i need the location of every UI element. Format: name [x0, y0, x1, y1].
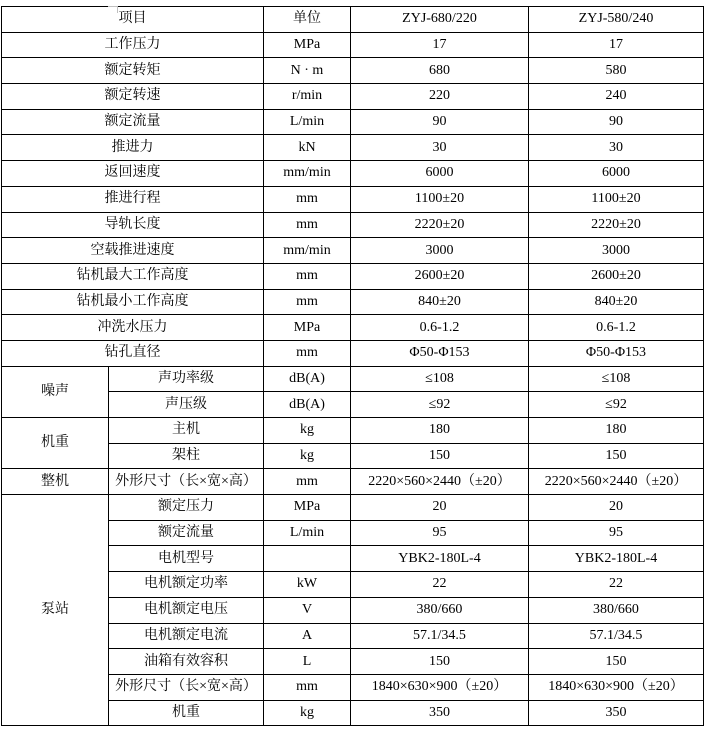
spec-unit-cell: mm/min: [264, 238, 351, 264]
spec-value-cell: 30: [529, 135, 704, 161]
spec-value-cell: 840±20: [351, 289, 529, 315]
col-header-unit: 单位: [264, 7, 351, 33]
spec-value-cell: 150: [351, 649, 529, 675]
spec-unit-cell: V: [264, 597, 351, 623]
spec-unit-cell: kg: [264, 443, 351, 469]
spec-value-cell: 1100±20: [351, 186, 529, 212]
spec-item-cell: 外形尺寸（长×宽×高）: [109, 674, 264, 700]
group-label-cell: 噪声: [2, 366, 109, 417]
spec-unit-cell: kg: [264, 418, 351, 444]
spec-value-cell: 20: [529, 495, 704, 521]
spec-item-cell: 推进行程: [2, 186, 264, 212]
spec-unit-cell: mm: [264, 289, 351, 315]
spec-item-cell: 电机额定电流: [109, 623, 264, 649]
table-row: [2, 495, 704, 521]
spec-value-cell: 2600±20: [351, 263, 529, 289]
spec-value-cell: 2600±20: [529, 263, 704, 289]
col-header-item: 项目: [2, 7, 264, 33]
spec-value-cell: 350: [529, 700, 704, 726]
spec-value-cell: 580: [529, 58, 704, 84]
spec-value-cell: 6000: [351, 161, 529, 187]
spec-unit-cell: L: [264, 649, 351, 675]
table-row: [2, 340, 704, 366]
spec-value-cell: 6000: [529, 161, 704, 187]
spec-value-cell: 95: [351, 520, 529, 546]
col-header-model-1: ZYJ-680/220: [351, 7, 529, 33]
spec-unit-cell: mm: [264, 340, 351, 366]
spec-value-cell: 150: [529, 443, 704, 469]
table-row: [2, 238, 704, 264]
spec-value-cell: Φ50-Φ153: [351, 340, 529, 366]
spec-unit-cell: kN: [264, 135, 351, 161]
table-row: [2, 32, 704, 58]
spec-value-cell: 2220±20: [529, 212, 704, 238]
spec-value-cell: 57.1/34.5: [529, 623, 704, 649]
group-label-cell: 机重: [2, 418, 109, 469]
spec-item-cell: 钻机最小工作高度: [2, 289, 264, 315]
spec-unit-cell: kg: [264, 700, 351, 726]
spec-item-cell: 电机额定功率: [109, 572, 264, 598]
spec-item-cell: 冲洗水压力: [2, 315, 264, 341]
spec-unit-cell: MPa: [264, 32, 351, 58]
spec-unit-cell: L/min: [264, 520, 351, 546]
spec-value-cell: Φ50-Φ153: [529, 340, 704, 366]
spec-value-cell: 57.1/34.5: [351, 623, 529, 649]
table-row: [2, 212, 704, 238]
table-row: [2, 186, 704, 212]
spec-item-cell: 额定转速: [2, 84, 264, 110]
spec-value-cell: ≤92: [351, 392, 529, 418]
spec-item-cell: 电机型号: [109, 546, 264, 572]
table-row: [2, 418, 704, 444]
spec-item-cell: 油箱有效容积: [109, 649, 264, 675]
spec-value-cell: 2220±20: [351, 212, 529, 238]
screen-artifact: [108, 6, 118, 13]
spec-value-cell: 350: [351, 700, 529, 726]
spec-value-cell: 840±20: [529, 289, 704, 315]
spec-value-cell: 1100±20: [529, 186, 704, 212]
spec-item-cell: 导轨长度: [2, 212, 264, 238]
table-row: [2, 289, 704, 315]
spec-unit-cell: dB(A): [264, 392, 351, 418]
col-header-model-2: ZYJ-580/240: [529, 7, 704, 33]
spec-item-cell: 主机: [109, 418, 264, 444]
spec-value-cell: ≤108: [529, 366, 704, 392]
spec-value-cell: ≤92: [529, 392, 704, 418]
spec-item-cell: 额定转矩: [2, 58, 264, 84]
table-row: [2, 58, 704, 84]
spec-value-cell: 150: [351, 443, 529, 469]
spec-unit-cell: mm: [264, 186, 351, 212]
spec-value-cell: 30: [351, 135, 529, 161]
table-row: [2, 135, 704, 161]
spec-unit-cell: [264, 546, 351, 572]
spec-value-cell: 2220×560×2440（±20）: [529, 469, 704, 495]
spec-item-cell: 架柱: [109, 443, 264, 469]
spec-item-cell: 钻孔直径: [2, 340, 264, 366]
spec-unit-cell: mm: [264, 674, 351, 700]
spec-value-cell: 22: [351, 572, 529, 598]
table-row: [2, 315, 704, 341]
spec-item-cell: 空载推进速度: [2, 238, 264, 264]
spec-unit-cell: mm: [264, 469, 351, 495]
spec-value-cell: YBK2-180L-4: [351, 546, 529, 572]
spec-item-cell: 声功率级: [109, 366, 264, 392]
spec-value-cell: 3000: [351, 238, 529, 264]
spec-value-cell: 240: [529, 84, 704, 110]
spec-item-cell: 推进力: [2, 135, 264, 161]
spec-value-cell: 0.6-1.2: [351, 315, 529, 341]
spec-value-cell: 180: [529, 418, 704, 444]
spec-unit-cell: dB(A): [264, 366, 351, 392]
spec-value-cell: 1840×630×900（±20）: [351, 674, 529, 700]
group-label-cell: 泵站: [2, 495, 109, 726]
spec-item-cell: 声压级: [109, 392, 264, 418]
spec-value-cell: YBK2-180L-4: [529, 546, 704, 572]
spec-item-cell: 额定流量: [2, 109, 264, 135]
spec-value-cell: 380/660: [351, 597, 529, 623]
table-row: [2, 109, 704, 135]
spec-value-cell: 150: [529, 649, 704, 675]
spec-value-cell: 680: [351, 58, 529, 84]
spec-value-cell: 180: [351, 418, 529, 444]
spec-item-cell: 额定压力: [109, 495, 264, 521]
spec-value-cell: 20: [351, 495, 529, 521]
spec-unit-cell: MPa: [264, 315, 351, 341]
spec-value-cell: 3000: [529, 238, 704, 264]
spec-value-cell: 17: [529, 32, 704, 58]
spec-unit-cell: mm/min: [264, 161, 351, 187]
spec-unit-cell: L/min: [264, 109, 351, 135]
table-row: [2, 161, 704, 187]
spec-unit-cell: mm: [264, 212, 351, 238]
spec-unit-cell: kW: [264, 572, 351, 598]
spec-value-cell: 1840×630×900（±20）: [529, 674, 704, 700]
spec-item-cell: 钻机最大工作高度: [2, 263, 264, 289]
spec-table: [1, 6, 704, 726]
table-row: [2, 469, 704, 495]
spec-value-cell: 17: [351, 32, 529, 58]
spec-unit-cell: MPa: [264, 495, 351, 521]
spec-value-cell: 0.6-1.2: [529, 315, 704, 341]
spec-item-cell: 工作压力: [2, 32, 264, 58]
group-label-cell: 整机: [2, 469, 109, 495]
spec-value-cell: 90: [529, 109, 704, 135]
spec-item-cell: 机重: [109, 700, 264, 726]
spec-unit-cell: N · m: [264, 58, 351, 84]
spec-item-cell: 外形尺寸（长×宽×高）: [109, 469, 264, 495]
spec-value-cell: ≤108: [351, 366, 529, 392]
spec-table-body: [2, 7, 704, 726]
spec-item-cell: 返回速度: [2, 161, 264, 187]
spec-value-cell: 380/660: [529, 597, 704, 623]
table-row: [2, 263, 704, 289]
spec-unit-cell: A: [264, 623, 351, 649]
spec-unit-cell: mm: [264, 263, 351, 289]
spec-value-cell: 22: [529, 572, 704, 598]
spec-unit-cell: r/min: [264, 84, 351, 110]
header-row: [2, 7, 704, 33]
spec-value-cell: 2220×560×2440（±20）: [351, 469, 529, 495]
spec-value-cell: 220: [351, 84, 529, 110]
spec-value-cell: 95: [529, 520, 704, 546]
table-row: [2, 366, 704, 392]
table-row: [2, 84, 704, 110]
spec-item-cell: 额定流量: [109, 520, 264, 546]
spec-item-cell: 电机额定电压: [109, 597, 264, 623]
spec-value-cell: 90: [351, 109, 529, 135]
